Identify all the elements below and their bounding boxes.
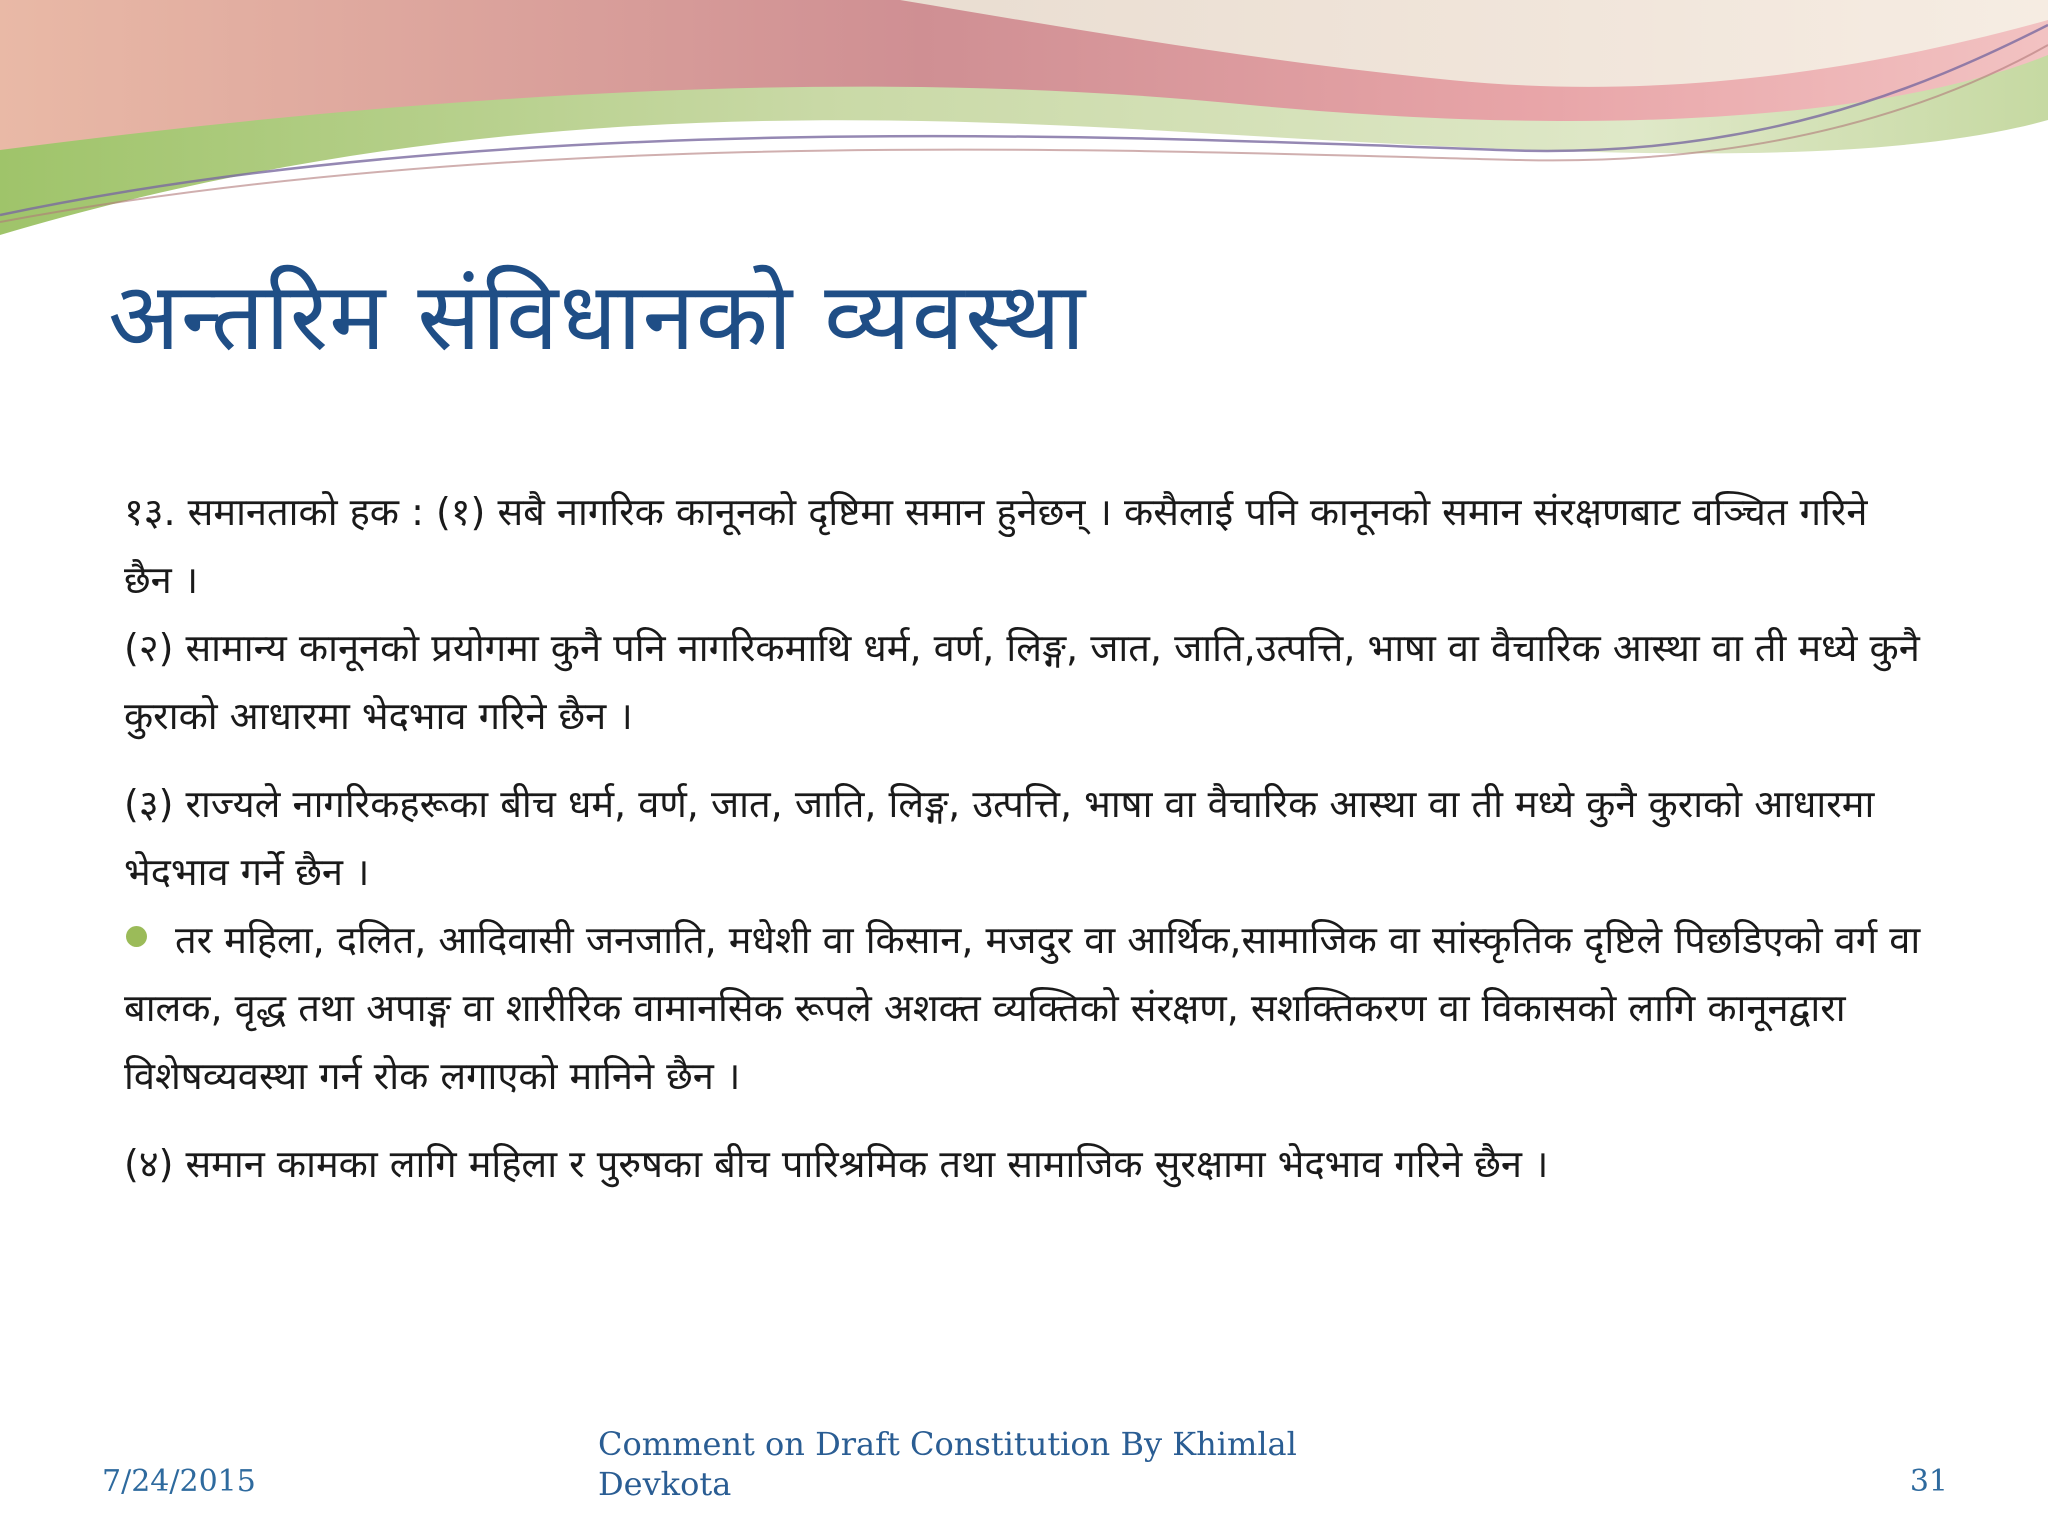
article-13-clause-3: (३) राज्यले नागरिकहरूका बीच धर्म, वर्ण, जात, जाति, लिङ्ग, उत्पत्ति, भाषा वा वैचारिक आस्था वा ती मध्ये कुनै कुराको आधारमा भेदभाव गर्ने छैन । bbox=[124, 782, 1875, 894]
header-wave-decoration bbox=[0, 0, 2048, 240]
page-number: 31 bbox=[1909, 1464, 1948, 1499]
slide-title: अन्तरिम संविधानको व्यवस्था bbox=[108, 263, 1087, 372]
bullet-dot-icon bbox=[126, 926, 147, 947]
proviso-text: तर महिला, दलित, आदिवासी जनजाति, मधेशी वा किसान, मजदुर वा आर्थिक,सामाजिक वा सांस्कृतिक दृष्टिले पिछडिएको वर्ग वा बालक, वृद्ध तथा अपाङ्ग वा शारीरिक वामानसिक रूपले अशक्त व्यक्तिको संरक्षण, सशक्तिकरण वा विकासको लागि कानूनद्वारा विशेषव्यवस्था गर्न रोक लगाएको मानिने छैन । bbox=[124, 918, 1921, 1098]
footer-date: 7/24/2015 bbox=[102, 1464, 256, 1499]
article-13-clause-2: (२) सामान्य कानूनको प्रयोगमा कुनै पनि नागरिकमाथि धर्म, वर्ण, लिङ्ग, जात, जाति,उत्पत्ति, भाषा वा वैचारिक आस्था वा ती मध्ये कुनै कुराको आधारमा भेदभाव गरिने छैन । bbox=[124, 626, 1920, 738]
slide-body bbox=[124, 478, 1924, 1198]
footer-center-text: Comment on Draft Constitution By Khimlal Devkota bbox=[598, 1425, 1297, 1503]
article-13-clause-1: १३. समानताको हक : (१) सबै नागरिक कानूनको दृष्टिमा समान हुनेछन् । कसैलाई पनि कानूनको समान संरक्षणबाट वञ्चित गरिने छैन । bbox=[124, 490, 1868, 602]
article-13-proviso bbox=[124, 906, 1924, 1110]
article-13-clause-4: (४) समान कामका लागि महिला र पुरुषका बीच पारिश्रमिक तथा सामाजिक सुरक्षामा भेदभाव गरिने छैन । bbox=[124, 1142, 1549, 1186]
